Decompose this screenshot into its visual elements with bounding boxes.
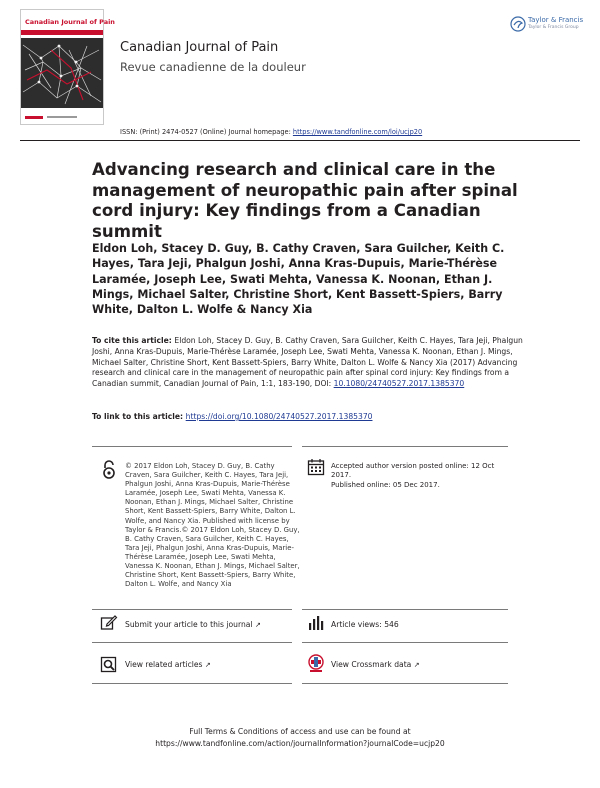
issn-line <box>120 128 422 136</box>
journal-homepage-link[interactable]: https://www.tandfonline.com/loi/ucjp20 <box>292 128 423 136</box>
info-rule-right-mid <box>302 609 508 610</box>
info-rule-left-mid <box>92 609 292 610</box>
cover-title: Canadian Journal of Pain <box>25 18 115 26</box>
submit-article-label: Submit your article to this journal <box>125 620 253 629</box>
info-rule-left-top <box>92 446 292 447</box>
external-link-icon: ↗ <box>204 661 211 669</box>
article-link-line <box>92 412 372 421</box>
bar-chart-icon <box>307 614 325 632</box>
journal-subtitle: Revue canadienne de la douleur <box>120 60 306 74</box>
article-doi-link[interactable]: https://doi.org/10.1080/24740527.2017.1385370 <box>185 412 373 421</box>
footer-terms-link[interactable]: https://www.tandfonline.com/action/journalInformation?journalCode=ucjp20 <box>155 739 445 748</box>
citation-block <box>92 336 524 390</box>
published-date: Published online: 05 Dec 2017. <box>331 480 440 489</box>
search-icon <box>100 656 118 674</box>
accepted-date: Accepted author version posted online: 12 Oct 2017. <box>331 462 495 480</box>
journal-cover-image <box>20 9 115 125</box>
related-articles-label: View related articles <box>125 660 203 669</box>
cite-label: To cite this article: <box>92 336 175 345</box>
related-articles-link[interactable] <box>125 660 211 669</box>
info-rule-left-bottom <box>92 683 292 684</box>
open-access-icon <box>100 460 118 478</box>
calendar-icon <box>307 458 325 476</box>
info-rule-left-low <box>92 642 292 643</box>
copyright-notice: © 2017 Eldon Loh, Stacey D. Guy, B. Cathy Craven, Sara Guilcher, Keith C. Hayes, Tara Jeji, Phalgun Joshi, Anna Kras-Dupuis, Marie-Thérèse Laramée, Joseph Lee, Swati Mehta, Vanessa K. Noonan, Ethan J. Mings, Michael Salter, Christine Short, Kent Bassett-Spiers, Barry White, Dalton L. Wolfe, and Nancy Xia. Published with license by Taylor & Francis.© 2017 Eldon Loh, Stacey D. Guy, B. Cathy Craven, Sara Guilcher, Keith C. Hayes, Tara Jeji, Phalgun Joshi, Anna Kras-Dupuis, Marie-Thérèse Laramée, Joseph Lee, Swati Mehta, Vanessa K. Noonan, Ethan J. Mings, Michael Salter, Christine Short, Kent Bassett-Spiers, Barry White, Dalton L. Wolfe, and Nancy Xia <box>125 462 300 589</box>
article-authors: Eldon Loh, Stacey D. Guy, B. Cathy Craven, Sara Guilcher, Keith C. Hayes, Tara Jeji, Phalgun Joshi, Anna Kras-Dupuis, Marie-Thérèse Laramée, Joseph Lee, Swati Mehta, Vanessa K. Noonan, Ethan J. Mings, Michael Salter, Christine Short, Kent Bassett-Spiers, Barry White, Dalton L. Wolfe & Nancy Xia <box>92 242 505 317</box>
journal-title: Canadian Journal of Pain <box>120 40 279 55</box>
external-link-icon: ↗ <box>254 621 261 629</box>
info-rule-right-top <box>302 446 508 447</box>
edit-icon <box>100 614 118 632</box>
cite-doi-link[interactable]: 10.1080/24740527.2017.1385370 <box>333 379 465 389</box>
crossmark-data-link[interactable] <box>331 660 420 669</box>
submit-article-link[interactable] <box>125 620 261 629</box>
publication-dates <box>331 462 511 490</box>
info-rule-right-bottom <box>302 683 508 684</box>
footer-terms-text: Full Terms & Conditions of access and use can be found at <box>189 727 411 736</box>
info-rule-right-low <box>302 642 508 643</box>
publisher-logo-name: Taylor & Francis <box>528 16 584 24</box>
crossmark-data-label: View Crossmark data <box>331 660 412 669</box>
header-divider <box>20 140 580 141</box>
cite-text: Eldon Loh, Stacey D. Guy, B. Cathy Craven, Sara Guilcher, Keith C. Hayes, Tara Jeji, Phalgun Joshi, Anna Kras-Dupuis, Marie-Thérèse Laramée, Joseph Lee, Swati Mehta, Vanessa K. Noonan, Ethan J. Mings, Michael Salter, Christine Short, Kent Bassett-Spiers, Barry White, Dalton L. Wolfe & Nancy Xia (2017) Advancing research and clinical care in the management of neuropathic pain after spinal cord injury: Key findings from a Canadian summit, Canadian Journal of Pain, 1:1, 183-190, DOI: <box>92 336 523 389</box>
link-label: To link to this article: <box>92 412 186 421</box>
external-link-icon: ↗ <box>413 661 420 669</box>
crossmark-icon <box>307 654 325 672</box>
article-title: Advancing research and clinical care in the management of neuropathic pain after spinal cord injury: Key findings from a Canadian summit <box>92 160 518 241</box>
taylor-francis-logo-icon <box>510 16 526 32</box>
article-views: Article views: 546 <box>331 620 399 629</box>
publisher-logo <box>508 14 588 36</box>
publisher-logo-group: Taylor & Francis Group <box>528 25 579 30</box>
issn-text: ISSN: (Print) 2474-0527 (Online) Journal homepage: <box>120 128 293 136</box>
